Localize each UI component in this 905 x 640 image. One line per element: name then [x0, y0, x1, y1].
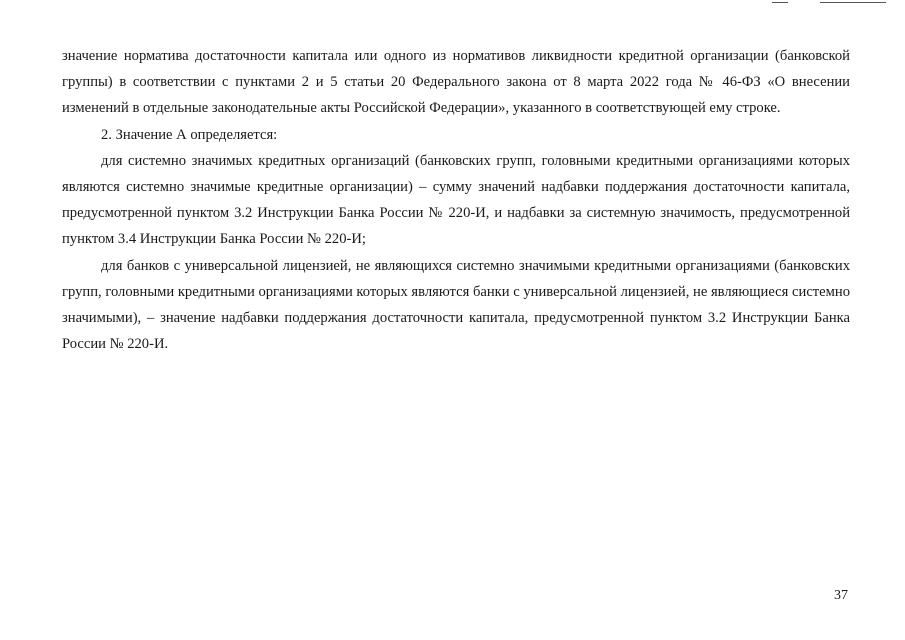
page-number: 37 — [834, 588, 848, 603]
top-mark-long — [820, 2, 886, 3]
paragraph-universal-license: для банков с универсальной лицензией, не являющихся системно значимыми кредитными организациями (банковских групп, головными кредитными организациями которых являются банки с универсальной лицензией, не являющиеся системно значимыми), – значение надбавки поддержания достаточности капитала, предусмотренной пунктом 3.2 Инструкции Банка России № 220-И. — [62, 257, 850, 353]
paragraph-continuation: значение норматива достаточности капитала или одного из нормативов ликвидности кредитной организации (банковской группы) в соответствии с пунктами 2 и 5 статьи 20 Федерального закона от 8 марта 2022 года № 46-ФЗ «О внесении изменений в отдельные законодательные акты Российской Федерации», указанного в соответствующей ему строке. — [62, 48, 850, 117]
document-body — [62, 43, 850, 357]
paragraph-item-2-heading: 2. Значение А определяется: — [101, 126, 278, 143]
top-edge-marks — [770, 0, 890, 8]
top-mark-short — [772, 2, 788, 3]
paragraph-systemically-important: для системно значимых кредитных организаций (банковских групп, головными кредитными организациями которых являются системно значимые кредитные организации) – сумму значений надбавки поддержания достаточности капитала, предусмотренной пунктом 3.2 Инструкции Банка России № 220-И, и надбавки за системную значимость, предусмотренной пунктом 3.4 Инструкции Банка России № 220-И; — [62, 152, 850, 248]
